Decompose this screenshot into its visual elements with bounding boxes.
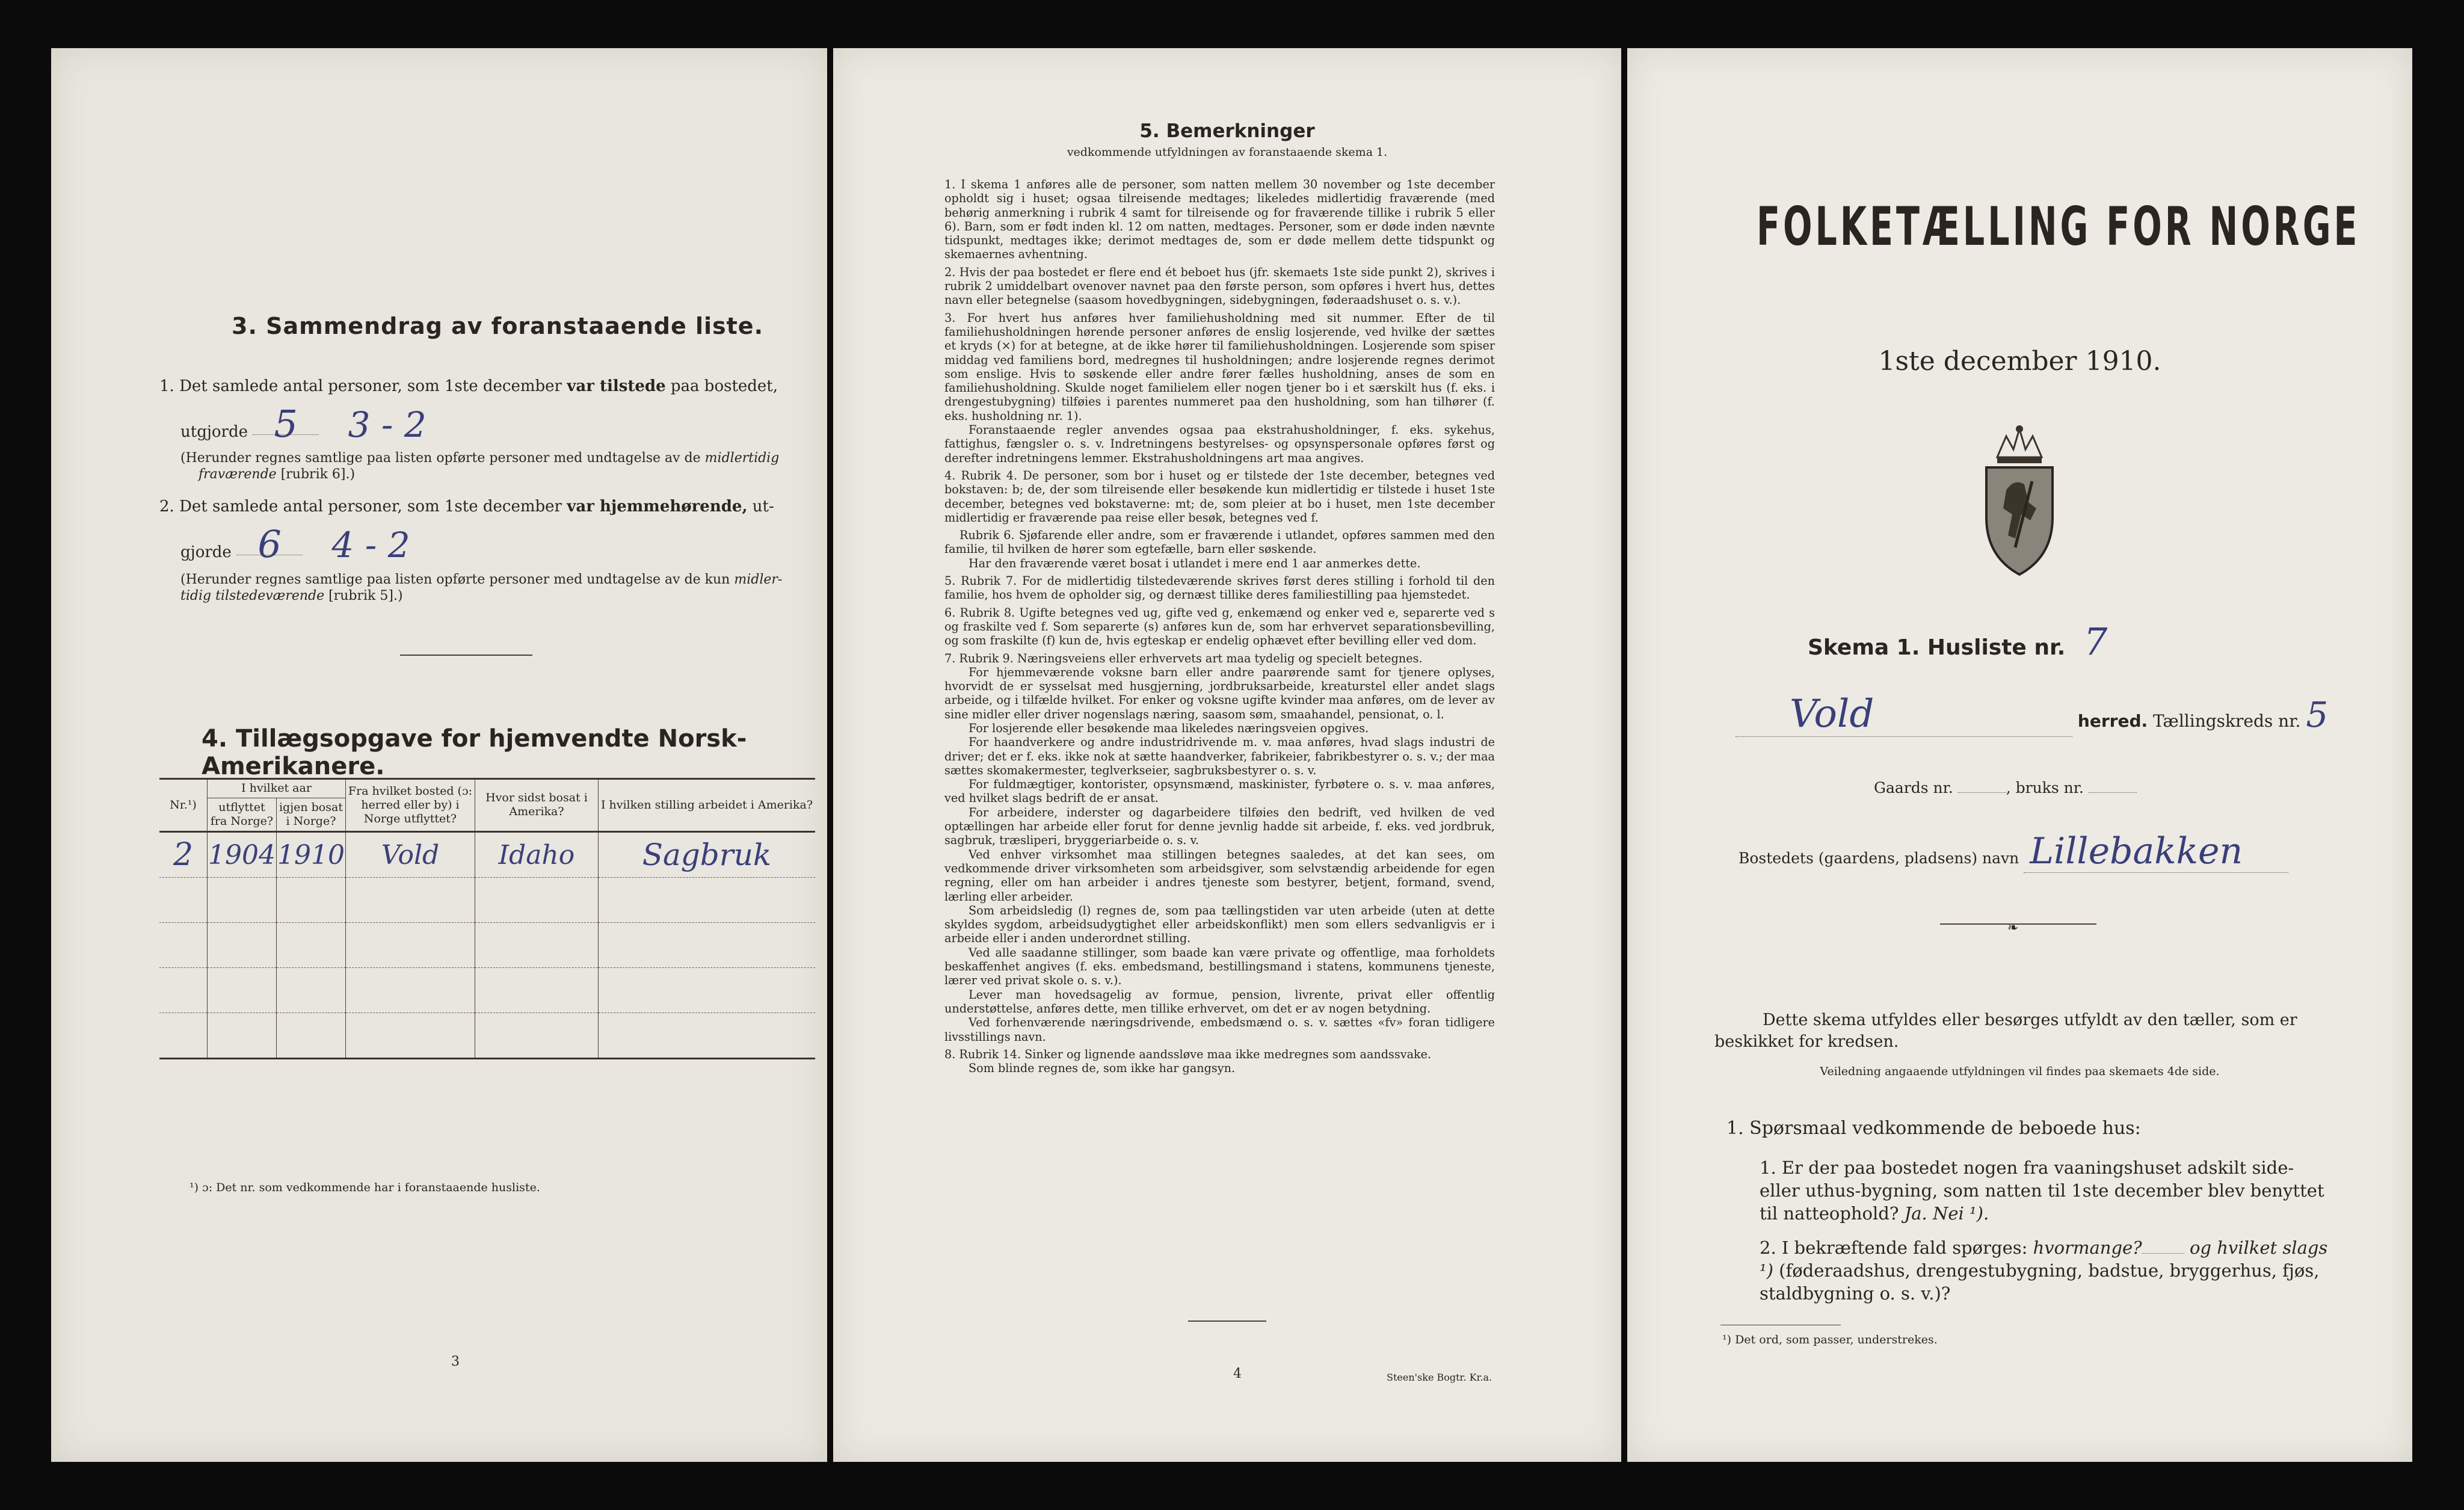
remark-paragraph: For arbeidere, inderster og dagarbeidere tilføies den bedrift, ved hvilken de ved optællingen har arbeide eller forut for denne jevnlig hadde sit arbeide, f. eks. ved jordbruk, sagbruk, træsliperi, bryggeriarbeide o. s. v. bbox=[944, 805, 1495, 848]
remark-paragraph: 8. Rubrik 14. Sinker og lignende aandssløve maa ikke medregnes som aandssvake. bbox=[944, 1047, 1432, 1061]
question-1: 1. Er der paa bostedet nogen fra vaaningshuset adskilt side- eller uthus-bygning, som natten til 1ste december blev benyttet til natteophold? Ja. Nei ¹). bbox=[1760, 1157, 2324, 1224]
krets-value: 5 bbox=[2306, 694, 2329, 735]
section3-item1: 1. Det samlede antal personer, som 1ste december var tilstede paa bostedet, bbox=[159, 377, 778, 395]
divider bbox=[1188, 1320, 1266, 1322]
remark-paragraph: Som arbeidsledig (l) regnes de, som paa tællingstiden var uten arbeide (uten at dette skyldes sygdom, arbeidsudygtighet eller arbeidskonflikt) men som ellers sedvanligvis er i arbeide eller i anden underordnet stilling. bbox=[944, 903, 1495, 946]
item1-value-a: 5 bbox=[253, 414, 319, 435]
remark-paragraph: 4. Rubrik 4. De personer, som bor i huset og er tilstede der 1ste december, betegnes ved bokstaven: b; de, der som tilreisende eller besøkende kun midlertidig er tilstede i huset 1ste december, betegnes ved bokstaverne: mt; de, som pleier at bo i huset, men 1ste december midlertidig er fraværende paa reise eller besøk, betegnes ved f. bbox=[944, 468, 1495, 525]
remark-paragraph: 3. For hvert hus anføres hver familiehusholdning med sit nummer. Efter de til familiehusholdningen hørende personer anføres de enslig losjerende, ved hvilke der sættes et kryds (×) for at betegne, at de ikke hører til familiehusholdningen. Losjerende som spiser middag ved familiens bord, medregnes til husholdningen; andre losjerende regnes derimot som enslige. Hvis to søskende eller andre fører fælles husholdning, anses de som en familiehusholdning. Skulde noget familielem eller nogen tjener bo i et særskilt hus (f. eks. i drengestubygning) tilføies i parentes nummeret paa den husholdning, som han tilhører (f. eks. husholdning nr. 1). bbox=[944, 310, 1495, 423]
col-position: I hvilken stilling arbeidet i Amerika? bbox=[598, 779, 815, 832]
remark-paragraph: 1. I skema 1 anføres alle de personer, som natten mellem 30 november og 1ste december opholdt sig i huset; ogsaa tilreisende medtages; likeledes midlertidig fraværende (med behørig anmerkning i rubrik 4 samt for tilreisende og for fraværende tillike i rubrik 5 eller 6). Barn, som er født inden kl. 12 om natten, medtages. Personer, som er døde inden nævnte tidspunkt, medtages ikke; derimot medtages de, som er døde mellem dette tidspunkt og skemaernes avhentning. bbox=[944, 177, 1495, 262]
intro-text: Dette skema utfyldes eller besørges utfyldt av den tæller, som er beskikket for kredsen. bbox=[1714, 1011, 2297, 1051]
remark-paragraph: For losjerende eller besøkende maa likeledes næringsveien opgives. bbox=[969, 721, 1369, 735]
section4-heading: 4. Tillægsopgave for hjemvendte Norsk-Amerikanere. bbox=[202, 725, 747, 780]
bosted-line: Bostedets (gaardens, pladsens) navn Lillebakken bbox=[1739, 830, 2288, 873]
remarks-body bbox=[944, 177, 1495, 1075]
husliste-number: 7 bbox=[2083, 620, 2108, 664]
remark-paragraph: Foranstaaende regler anvendes ogsaa paa ekstrahusholdninger, f. eks. sykehus, fattighus, fængsler o. s. v. Indretningens bestyrelses- og opsynspersonale opføres først og derefter indretningens lemmer. Ekstrahusholdningens art maa angives. bbox=[944, 423, 1495, 465]
item2-value-a: 6 bbox=[236, 534, 303, 555]
table-row bbox=[159, 878, 815, 923]
col-last: Hvor sidst bosat i Amerika? bbox=[475, 779, 598, 832]
printer-mark: Steen'ske Bogtr. Kr.a. bbox=[1387, 1372, 1492, 1383]
ornament-icon: ❧ bbox=[2007, 920, 2019, 935]
table-row bbox=[159, 1013, 815, 1059]
census-title: FOLKETÆLLING FOR NORGE bbox=[1757, 196, 2361, 257]
page-number: 4 bbox=[1233, 1366, 1242, 1381]
footnote: ¹) Det ord, som passer, understrekes. bbox=[1722, 1333, 1938, 1346]
gaards-line: Gaards nr. , bruks nr. bbox=[1874, 779, 2137, 797]
item2-value-b: 4 - 2 bbox=[331, 525, 410, 565]
item1-value-b: 3 - 2 bbox=[348, 404, 427, 445]
q1-answer: Ja. Nei ¹). bbox=[1904, 1203, 1989, 1224]
left-page bbox=[51, 48, 827, 1462]
remark-paragraph: For haandverkere og andre industridrivende m. v. maa anføres, hvad slags industri de driver; det er f. eks. ikke nok at sætte haandverker, fabrikeier, fabrikbestyrer o. s. v.; der maa sættes skomakermester, teglverkseier, sagbruksbestyrer o. s. v. bbox=[944, 735, 1495, 777]
remark-paragraph: For fuldmægtiger, kontorister, opsynsmænd, maskinister, fyrbøtere o. s. v. maa anføres, ved hvilket slags bedrift de er ansat. bbox=[944, 777, 1495, 806]
item1-utgjorde: utgjorde 5 3 - 2 bbox=[180, 402, 427, 446]
intro-guidance: Veiledning angaaende utfyldningen vil findes paa skemaets 4de side. bbox=[1820, 1065, 2220, 1078]
table-footnote: ¹) ɔ: Det nr. som vedkommende har i foranstaaende husliste. bbox=[189, 1181, 540, 1194]
remarks-heading: 5. Bemerkninger bbox=[1139, 120, 1315, 142]
coat-of-arms-icon bbox=[1979, 424, 2060, 580]
remark-paragraph: 6. Rubrik 8. Ugifte betegnes ved ug, gifte ved g, enkemænd og enker ved e, separerte ved s og fraskilte ved f. Som separerte (s) anføres kun de, som har erhvervet separationsbevilling, og som fraskilte (f) kun de, hvis egteskap er endelig ophævet efter bevilling eller ved dom. bbox=[944, 605, 1495, 648]
remark-paragraph: Rubrik 6. Sjøfarende eller andre, som er fraværende i utlandet, opføres sammen med den familie, til hvilken de hører som egtefælle, barn eller søskende. bbox=[944, 528, 1495, 556]
col-from: Fra hvilket bosted (ɔ: herred eller by) i Norge utflyttet? bbox=[345, 779, 475, 832]
col-nr: Nr.¹) bbox=[159, 779, 208, 832]
remark-paragraph: 7. Rubrik 9. Næringsveiens eller erhvervets art maa tydelig og specielt betegnes. bbox=[944, 651, 1423, 665]
col-year-group: I hvilket aar bbox=[208, 779, 346, 798]
remark-paragraph: 2. Hvis der paa bostedet er flere end ét beboet hus (jfr. skemaets 1ste side punkt 2), skrives i rubrik 2 umiddelbart ovenover navnet paa den første person, som opføres i hvert hus, dettes navn eller betegnelse (saasom hovedbygningen, sidebygningen, føderaadshuset o. s. v.). bbox=[944, 265, 1495, 307]
remark-paragraph: Som blinde regnes de, som ikke har gangsyn. bbox=[969, 1061, 1236, 1076]
page-number: 3 bbox=[451, 1354, 460, 1369]
schema-line: Skema 1. Husliste nr. 7 bbox=[1808, 620, 2108, 664]
right-page bbox=[1627, 48, 2412, 1462]
divider bbox=[400, 655, 532, 656]
herred-line: Vold herred. Tællingskreds nr. 5 bbox=[1736, 692, 2355, 737]
remark-paragraph: 5. Rubrik 7. For de midlertidig tilstedeværende skrives først deres stilling i forhold til den familie, hos hvem de opholder sig, og dernæst tillike deres familiestilling paa hjemstedet. bbox=[944, 574, 1495, 602]
table-row: 2 1904 1910 Vold Idaho Sagbruk bbox=[159, 832, 815, 878]
section3-item2: 2. Det samlede antal personer, som 1ste december var hjemmehørende, ut- bbox=[159, 498, 774, 516]
table-row bbox=[159, 923, 815, 968]
question-2: 2. I bekræftende fald spørges: hvormange? og hvilket slags ¹) (føderaadshus, drengestubygning, badstue, bryggerhus, fjøs, staldbygning o. s. v.)? bbox=[1760, 1237, 2328, 1304]
item1-note: (Herunder regnes samtlige paa listen opførte personer med undtagelse av de midlertidig fraværende [rubrik 6].) bbox=[180, 451, 780, 482]
remark-paragraph: Lever man hovedsagelig av formue, pension, livrente, privat eller offentlig understøttelse, anføres dette, men tillike erhvervet, om det er av nogen betydning. bbox=[944, 987, 1495, 1015]
remarks-subheading: vedkommende utfyldningen av foranstaaende skema 1. bbox=[1067, 146, 1388, 159]
middle-page bbox=[833, 48, 1621, 1462]
remark-paragraph: Ved forhenværende næringsdrivende, embedsmænd o. s. v. sættes «fv» foran tidligere livsstillings navn. bbox=[944, 1015, 1495, 1044]
col-returned: igjen bosat i Norge? bbox=[276, 798, 345, 832]
remark-paragraph: Ved enhver virksomhet maa stillingen betegnes saaledes, at det kan sees, om vedkommende driver virksomheten som arbeidsgiver, som selvstændig arbeidende for egen regning, eller om han arbeider i andres tjeneste som bestyrer, betjent, formand, svend, lærling eller arbeider. bbox=[944, 847, 1495, 904]
bosted-value: Lillebakken bbox=[2024, 830, 2288, 873]
census-date: 1ste december 1910. bbox=[1878, 346, 2161, 377]
item2-note: (Herunder regnes samtlige paa listen opførte personer med undtagelse av de kun midler- tidig tilstedeværende [rubrik 5].) bbox=[180, 572, 783, 603]
remark-paragraph: Har den fraværende været bosat i utlandet i mere end 1 aar anmerkes dette. bbox=[969, 556, 1421, 570]
norsk-amerikanere-table bbox=[159, 779, 815, 1059]
item2-utgjorde: gjorde 6 4 - 2 bbox=[180, 522, 410, 566]
remark-paragraph: Ved alle saadanne stillinger, som baade kan være private og offentlige, maa forholdets beskaffenhet angives (f. eks. embedsmand, bestillingsmand i statens, kommunens tjeneste, lærer ved privat skole o. s. v.). bbox=[944, 945, 1495, 988]
herred-value: Vold bbox=[1736, 692, 2072, 737]
question-heading: 1. Spørsmaal vedkommende de beboede hus: bbox=[1726, 1118, 2141, 1139]
table-row bbox=[159, 968, 815, 1013]
section3-heading: 3. Sammendrag av foranstaaende liste. bbox=[232, 313, 764, 339]
remark-paragraph: For hjemmeværende voksne barn eller andre paarørende samt for tjenere oplyses, hvorvidt de er sysselsat med husgjerning, jordbruksarbeide, kreaturstel eller andet slags arbeide, og i tilfælde hvilket. For enker og voksne ugifte kvinder maa anføres, om de lever av sine midler eller driver nogenslags næring, saasom søm, smaahandel, pensionat, o. l. bbox=[944, 665, 1495, 721]
col-emigrated: utflyttet fra Norge? bbox=[208, 798, 277, 832]
